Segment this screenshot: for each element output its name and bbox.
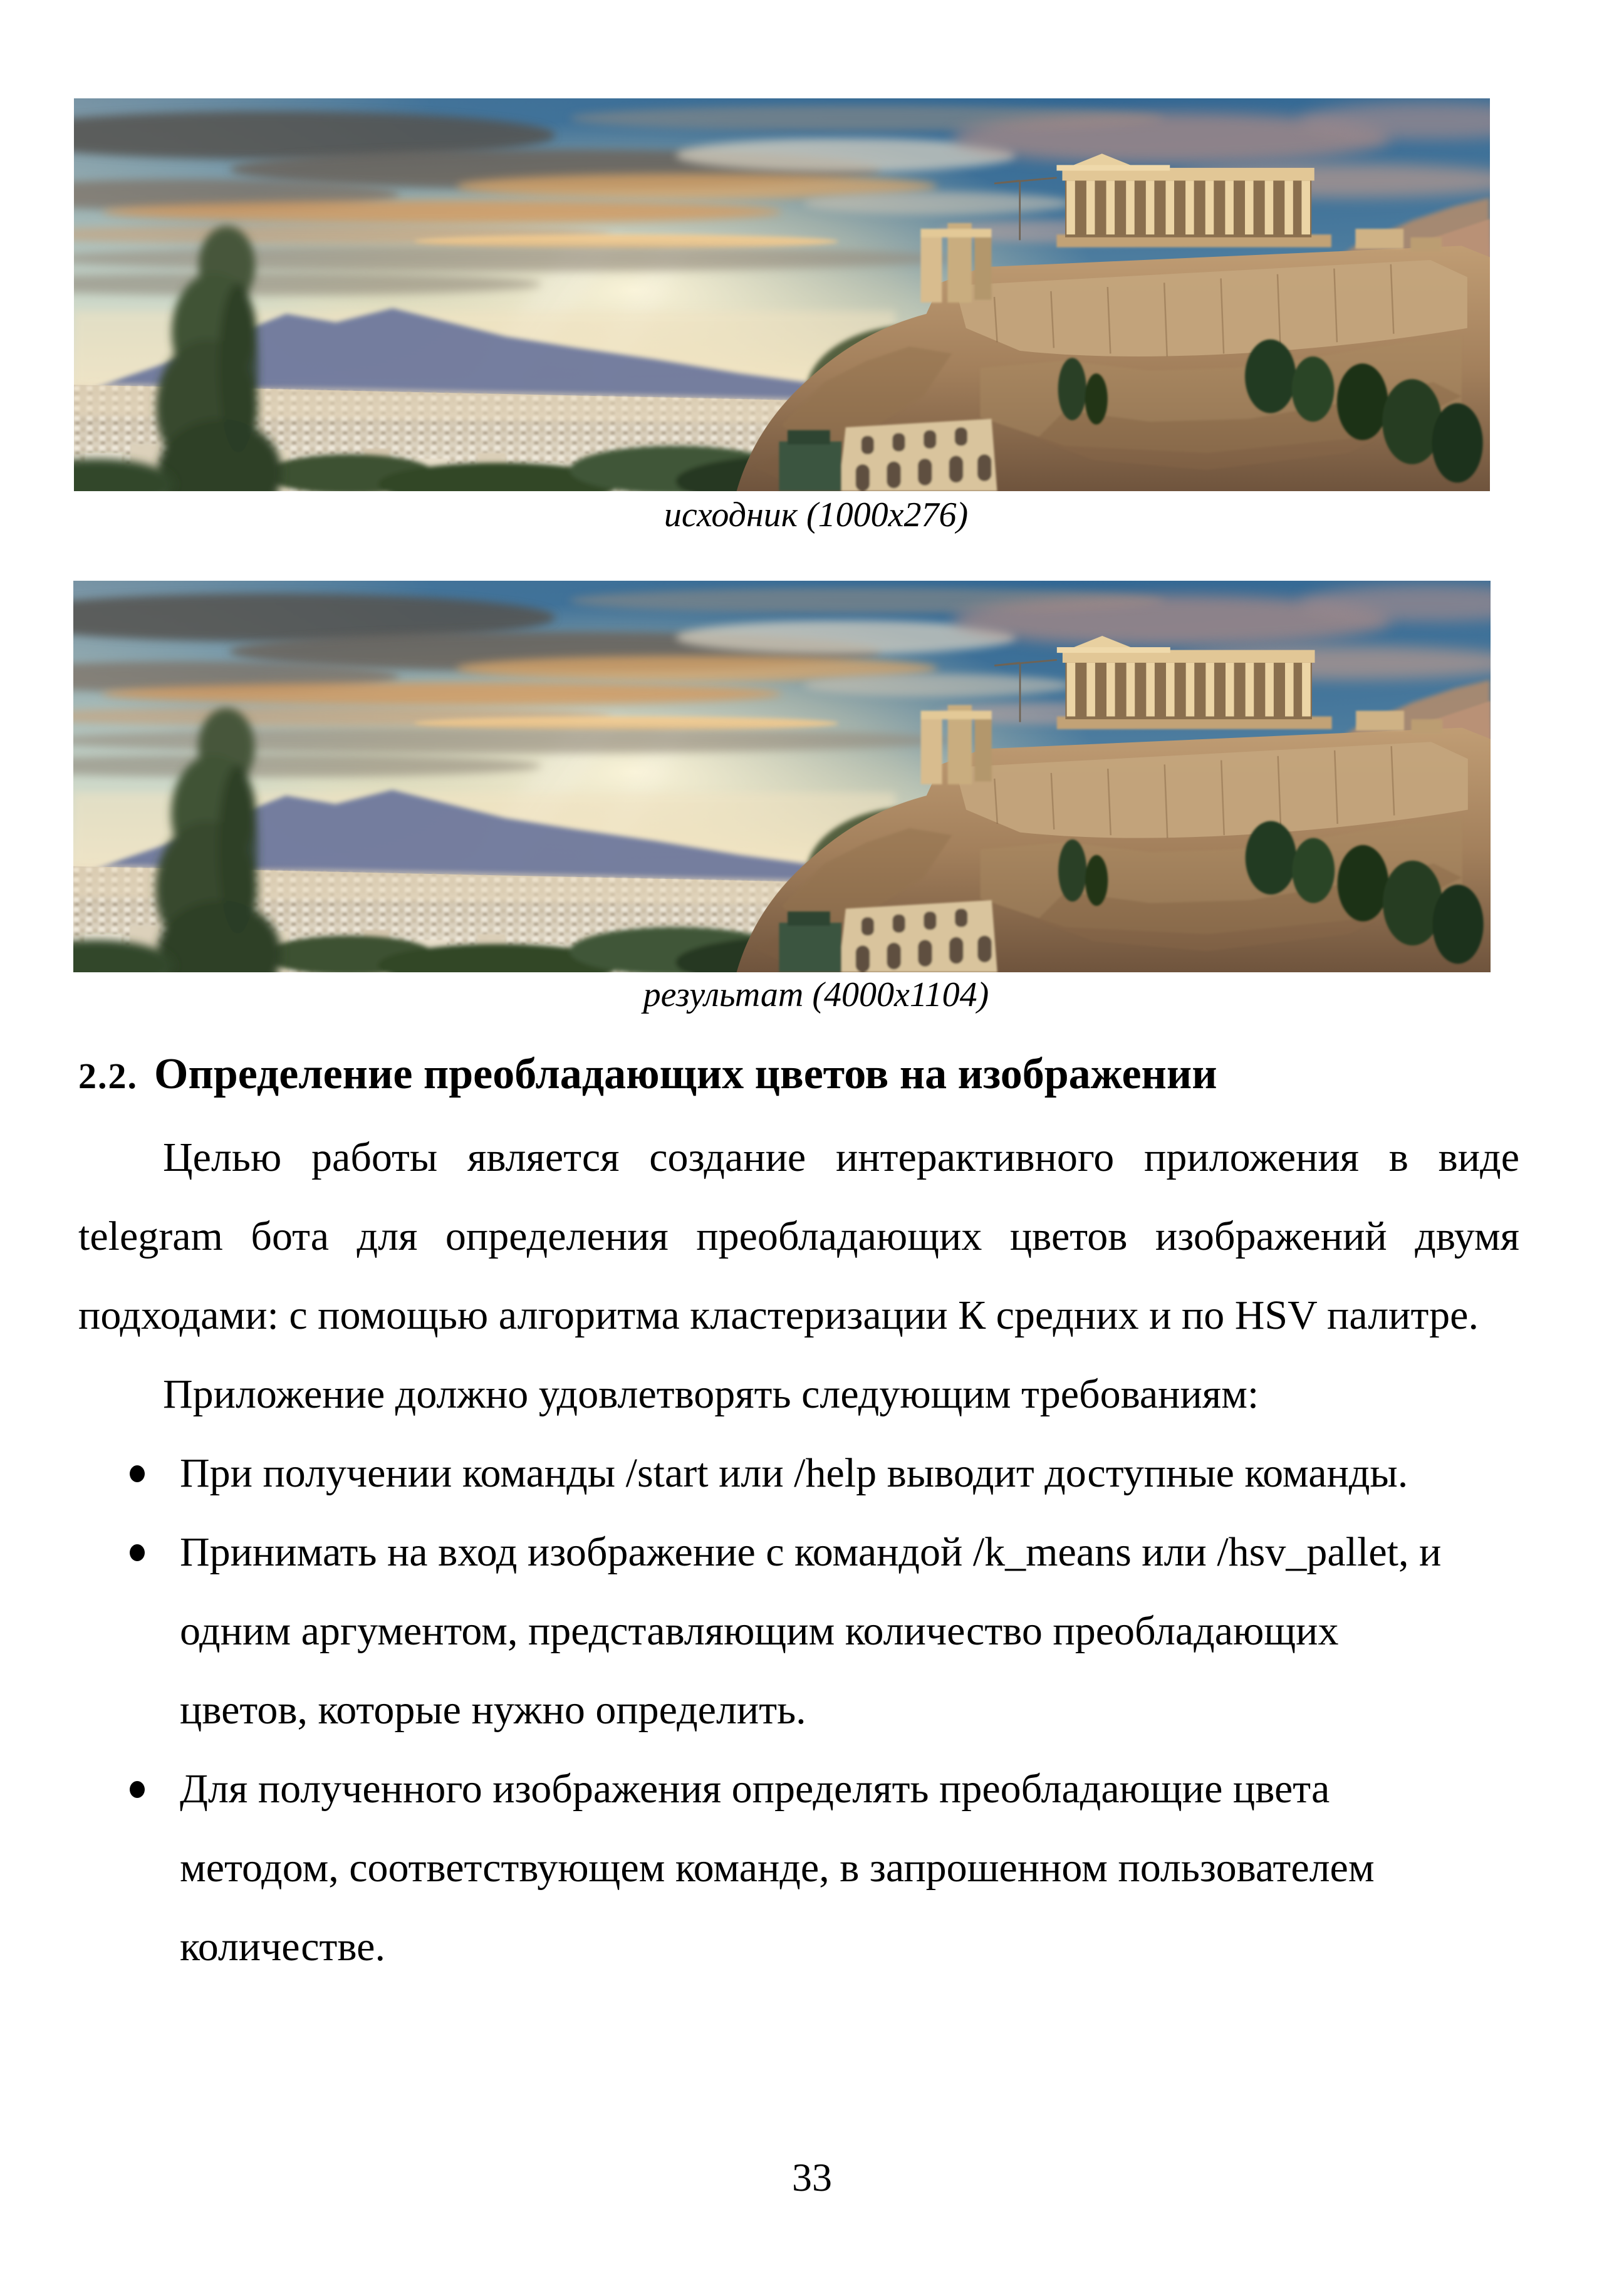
section-number: 2.2. [78, 1056, 138, 1096]
requirements-list [78, 1434, 1554, 1987]
paragraph-requirements-intro: Приложение должно удовлетворять следующим требованиям: [163, 1371, 1259, 1417]
body-text [78, 1118, 1554, 1987]
result-caption: результат (4000x1104) [643, 975, 989, 1014]
requirement-item [180, 1434, 1458, 1513]
requirement-item [180, 1750, 1458, 1987]
figure-source [74, 98, 1490, 491]
section-heading [78, 1045, 1582, 1106]
result-photo-athens-panorama [73, 581, 1491, 972]
source-photo-athens-panorama [74, 98, 1490, 491]
requirement-text: Для полученного изображения определять преобладающие цвета методом, соответствующем команде, в запрошенном пользователем количестве. [180, 1766, 1375, 1970]
requirement-item [180, 1513, 1458, 1750]
source-caption: исходник (1000x276) [664, 496, 969, 534]
figure-result [73, 581, 1491, 972]
requirement-text: Принимать на вход изображение с командой /k_means или /hsv_pallet, и одним аргументом, представляющим количество преобладающих цветов, которые нужно определить. [180, 1529, 1442, 1733]
section-title: Определение преобладающих цветов на изображении [154, 1050, 1217, 1098]
page-number: 33 [792, 2155, 832, 2200]
paragraph-goal: Целью работы является создание интерактивного приложения в виде telegram бота для определения преобладающих цветов изображений двумя подходами: с помощью алгоритма кластеризации К средних и по HSV палитре. [78, 1135, 1519, 1338]
bullet-icon [130, 1465, 145, 1482]
bullet-icon [130, 1544, 145, 1561]
requirement-text: При получении команды /start или /help выводит доступные команды. [180, 1450, 1408, 1496]
bullet-icon [130, 1781, 145, 1798]
